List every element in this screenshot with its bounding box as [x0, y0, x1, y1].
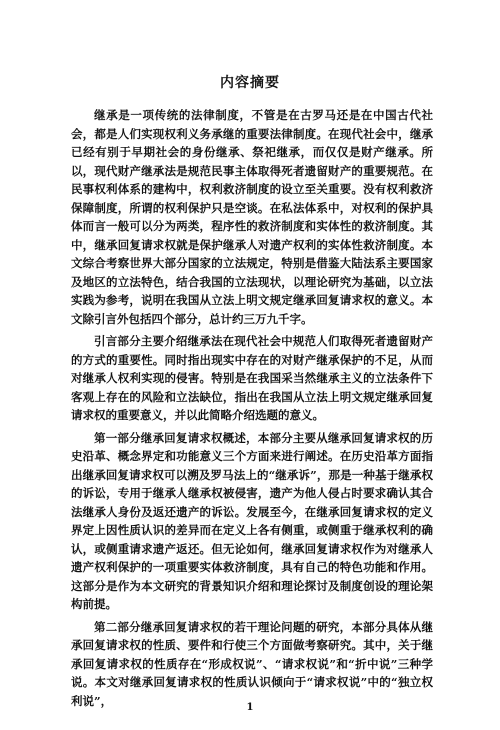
paragraph: 继承是一项传统的法律制度，不管是在古罗马还是在中国古代社会，都是人们实现权利义务承继的重要法律制度。在现代社会中，继承已经有别于早期社会的身份继承、祭祀继承，而仅仅是财产继承。所以，现代财产继承法是规范民事主体取得死者遗留财产的重要规范。在民事权利体系的建构中，权利救济制度的设立至关重要。没有权利救济保障制度，所谓的权利保护只是空谈。在私法体系中，对权利的保护具体而言一般可以分为两类，程序性的救济制度和实体性的救济制度。其中，继承回复请求权就是保护继承人对遗产权利的实体性救济制度。本文综合考察世界大部分国家的立法规定，特别是借鉴大陆法系主要国家及地区的立法特色，结合我国的立法现状，以理论研究为基础，以立法实践为参考，说明在我国从立法上明文规定继承回复请求权的意义。本文除引言外包括四个部分，总计约三万九千字。	[71, 108, 433, 326]
paragraph: 引言部分主要介绍继承法在现代社会中规范人们取得死者遗留财产的方式的重要性。同时指出现实中存在的对财产继承保护的不足，从而对继承人权利实现的侵害。特别是在我国采当然继承主义的立法条件下客观上存在的风险和立法缺位，指出在我国从立法上明文规定继承回复请求权的重要意义，并以此简略介绍选题的意义。	[71, 334, 433, 422]
paragraph: 第一部分继承回复请求权概述，本部分主要从继承回复请求权的历史沿革、概念界定和功能意义三个方面来进行阐述。在历史沿革方面指出继承回复请求权可以溯及罗马法上的“继承诉”，那是一种基于继承权的诉讼，专用于继承人继承权被侵害，遗产为他人侵占时要求确认其合法继承人身份及返还遗产的诉讼。发展至今，在继承回复请求权的定义界定上因性质认识的差异而在定义上各有侧重，或侧重于继承权利的确认，或侧重请求遗产返还。但无论如何，继承回复请求权作为对继承人遗产权利保护的一项重要实体救济制度，具有自己的特色功能和作用。这部分是作为本文研究的背景知识介绍和理论探讨及制度创设的理论架构前提。	[71, 430, 433, 611]
paragraph: 第二部分继承回复请求权的若干理论问题的研究，本部分具体从继承回复请求权的性质、要件和行使三个方面做考察研究。其中，关于继承回复请求权的性质存在“形成权说”、“请求权说”和“折中说”三种学说。本文对继承回复请求权的性质认识倾向于“请求权说”中的“独立权利说”，	[71, 619, 433, 708]
document-body	[71, 106, 433, 714]
document-title: 内容摘要	[220, 75, 280, 91]
page-number: 1	[246, 702, 254, 713]
